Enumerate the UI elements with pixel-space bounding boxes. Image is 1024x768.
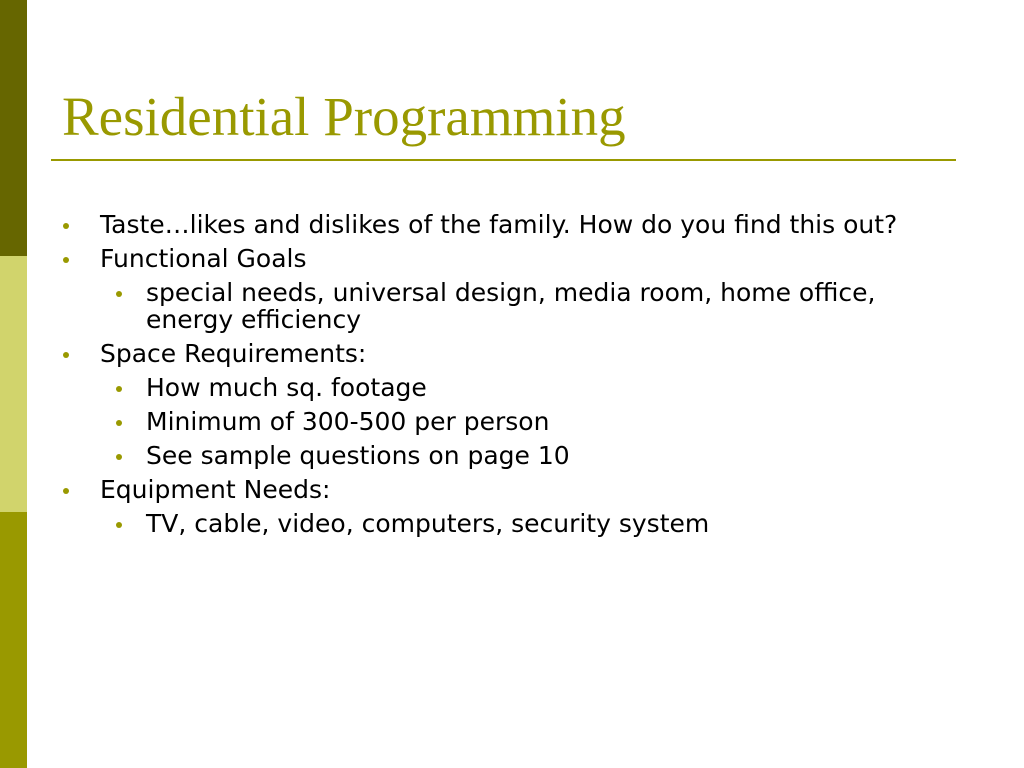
title-underline-rule — [51, 159, 956, 161]
sub-bullet-dot-icon — [116, 386, 122, 392]
accent-bar-bottom-segment — [0, 512, 27, 768]
sub-bullet-item-minimum-per-person — [0, 408, 926, 435]
bullet-item-functional-goals — [0, 245, 960, 272]
bullet-dot-icon — [63, 223, 69, 229]
bullet-dot-icon — [63, 352, 69, 358]
bullet-item-taste — [0, 211, 960, 238]
sub-bullet-item-sample-questions — [0, 442, 926, 469]
bullet-dot-icon — [63, 488, 69, 494]
bullet-text: Space Requirements: — [100, 339, 367, 368]
bullet-list — [0, 211, 1024, 544]
bullet-text: Functional Goals — [100, 244, 307, 273]
sub-bullet-item-special-needs — [0, 279, 926, 333]
sub-bullet-dot-icon — [116, 291, 122, 297]
bullet-text: Equipment Needs: — [100, 475, 331, 504]
sub-bullet-dot-icon — [116, 522, 122, 528]
sub-bullet-text: How much sq. footage — [146, 373, 427, 402]
sub-bullet-text: TV, cable, video, computers, security system — [146, 509, 710, 538]
bullet-text: Taste…likes and dislikes of the family. How do you find this out? — [100, 210, 898, 239]
sub-bullet-item-sq-footage — [0, 374, 926, 401]
bullet-item-space-requirements — [0, 340, 960, 367]
sub-bullet-dot-icon — [116, 420, 122, 426]
sub-bullet-text: Minimum of 300-500 per person — [146, 407, 550, 436]
bullet-item-equipment-needs — [0, 476, 960, 503]
bullet-dot-icon — [63, 257, 69, 263]
sub-bullet-item-tv-cable — [0, 510, 926, 537]
slide-title: Residential Programming — [62, 86, 626, 147]
sub-bullet-dot-icon — [116, 454, 122, 460]
sub-bullet-text: See sample questions on page 10 — [146, 441, 570, 470]
sub-bullet-text: special needs, universal design, media room, home office, energy efficiency — [146, 278, 876, 334]
